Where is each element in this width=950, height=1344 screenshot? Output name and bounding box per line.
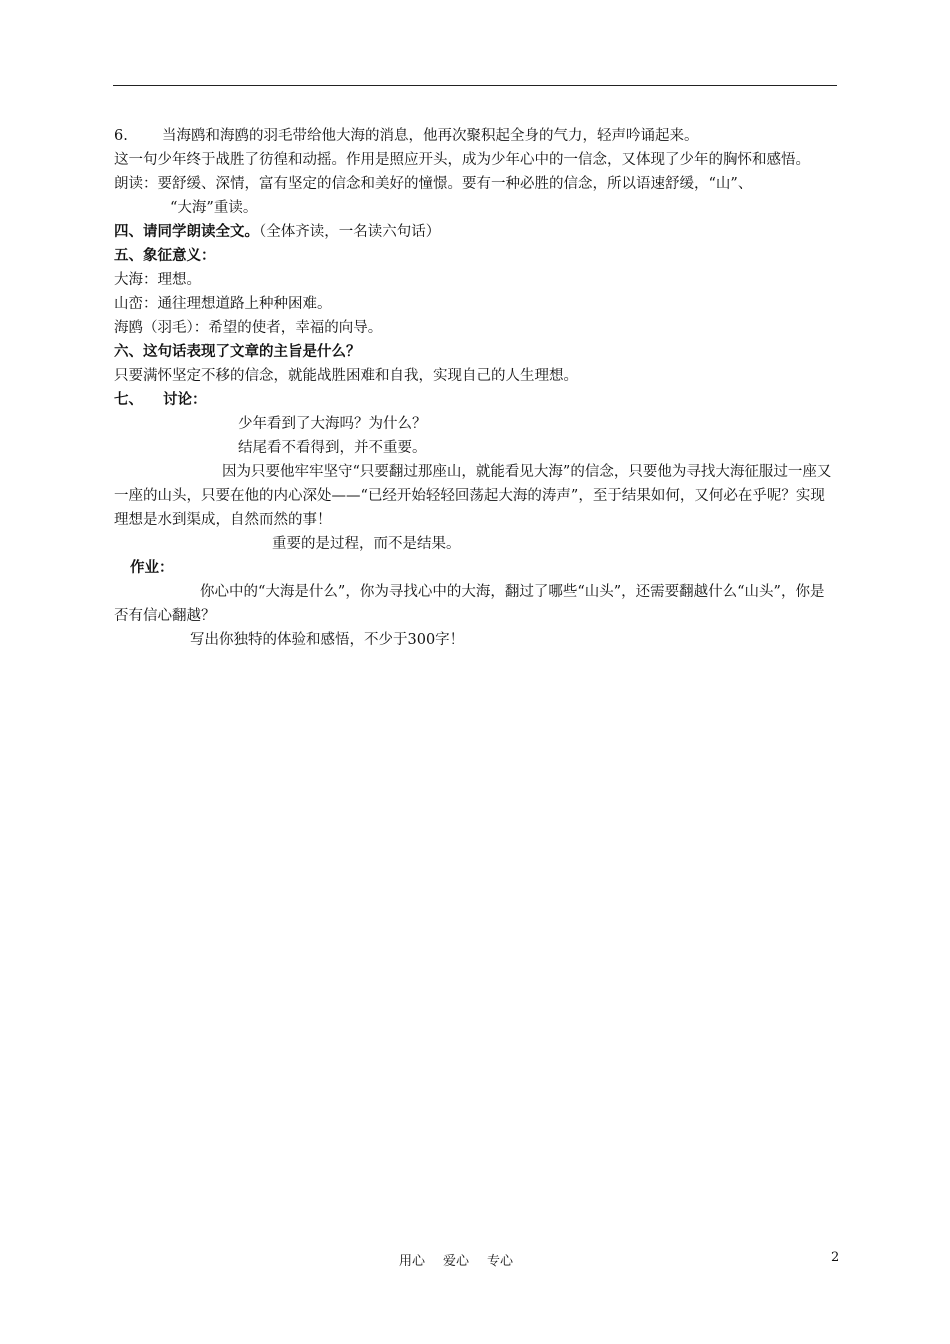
section-5-heading: 五、象征意义： xyxy=(114,247,216,264)
page-number: 2 xyxy=(831,1250,840,1265)
line-6 xyxy=(114,124,838,148)
homework-label: 作业： xyxy=(130,559,174,576)
homework-paragraph: 你心中的“大海是什么”，你为寻找心中的大海，翻过了哪些“山头”，还需要翻越什么“山头”，你是否有信心翻越？ xyxy=(114,584,825,624)
discussion-paragraph: 因为只要他牢牢坚守“只要翻过那座山，就能看见大海”的信念，只要他为寻找大海征服过一座又一座的山头，只要在他的内心深处——“已经开始轻轻回荡起大海的涛声”，至于结果如何，又何必在乎呢？实现理想是水到渠成，自然而然的事！ xyxy=(114,464,832,528)
homework-task: 写出你独特的体验和感悟，不少于300字！ xyxy=(190,632,465,648)
footer-motto-2: 爱心 xyxy=(443,1254,470,1269)
section-4-note: （全体齐读，一名读六句话） xyxy=(259,224,441,240)
header-rule xyxy=(113,85,837,86)
symbol-item-mountains: 山峦：通往理想道路上种种困难。 xyxy=(114,296,332,312)
section-7-number: 七、 xyxy=(114,391,143,408)
discussion-conclusion: 重要的是过程，而不是结果。 xyxy=(272,536,461,552)
section-6-answer: 只要满怀坚定不移的信念，就能战胜困难和自我，实现自己的人生理想。 xyxy=(114,368,578,384)
section-4 xyxy=(114,220,838,244)
reading-instruction-line2: “大海”重读。 xyxy=(170,200,258,216)
discussion-short-answer: 结尾看不看得到，并不重要。 xyxy=(238,440,427,456)
symbol-item-sea: 大海：理想。 xyxy=(114,272,201,288)
discussion-question: 少年看到了大海吗？为什么？ xyxy=(238,416,427,432)
section-7-title: 讨论： xyxy=(163,391,207,408)
section-6-heading: 六、这句话表现了文章的主旨是什么？ xyxy=(114,343,361,360)
section-4-heading: 四、请同学朗读全文。 xyxy=(114,223,259,240)
footer-motto-1: 用心 xyxy=(399,1254,426,1269)
line-6-number: 6. xyxy=(114,128,128,144)
section-7-heading xyxy=(114,388,838,412)
symbol-item-seagull: 海鸥（羽毛）：希望的使者，幸福的向导。 xyxy=(114,320,383,336)
footer-motto xyxy=(399,1250,531,1269)
document-body xyxy=(114,124,838,652)
line-6-text: 当海鸥和海鸥的羽毛带给他大海的消息，他再次聚积起全身的气力，轻声吟诵起来。 xyxy=(162,128,699,144)
reading-instruction-line1: 朗读：要舒缓、深情，富有坚定的信念和美好的憧憬。要有一种必胜的信念，所以语速舒缓，“山”、 xyxy=(114,176,753,192)
footer-motto-3: 专心 xyxy=(487,1254,514,1269)
page-footer xyxy=(0,1250,950,1270)
analysis-paragraph: 这一句少年终于战胜了彷徨和动摇。作用是照应开头，成为少年心中的一信念，又体现了少年的胸怀和感悟。 xyxy=(114,152,810,168)
